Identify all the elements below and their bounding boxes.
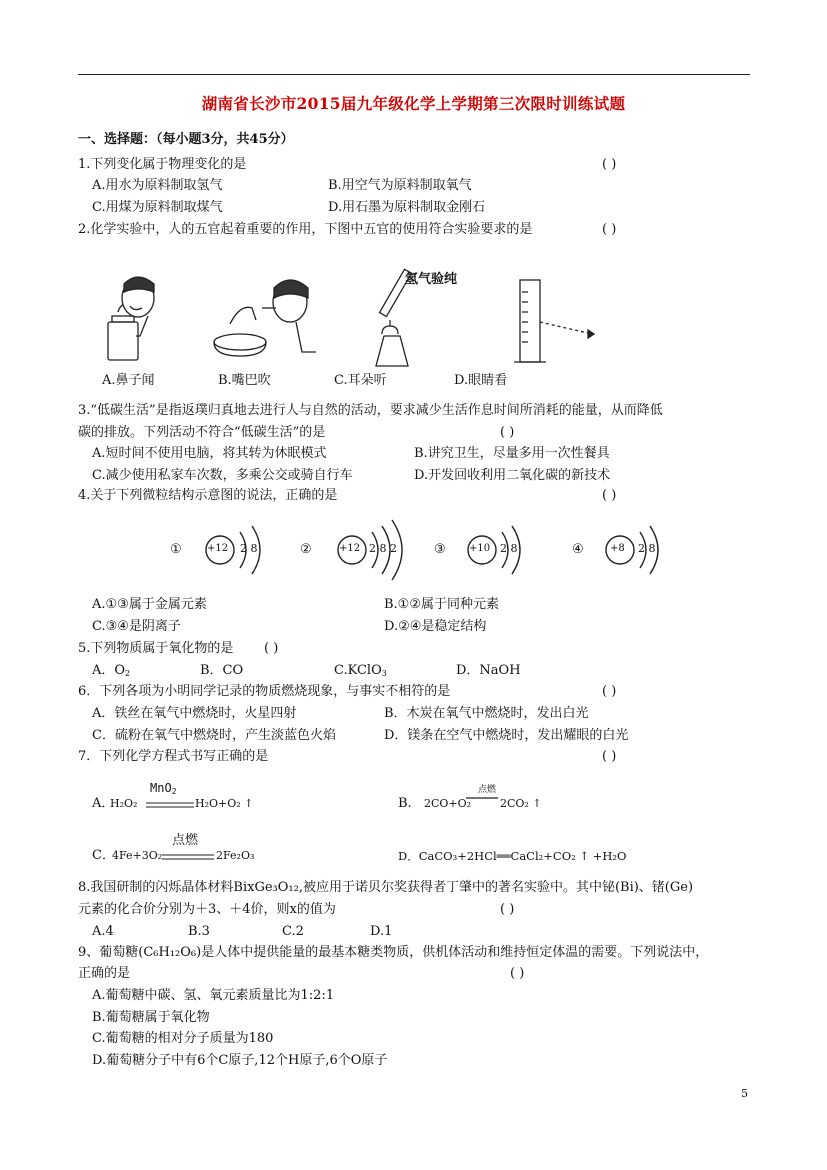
q6-stem: 6．下列各项为小明同学记录的物质燃烧现象，与事实不相符的是 [78,684,451,699]
q8-stem-line2: 元素的化合价分别为＋3、＋4价，则x的值为 [78,902,336,917]
q7-c-left: 4Fe+3O₂ [112,849,163,862]
q4-option-b: B.①②属于同种元素 [384,597,499,612]
q7-b-equals [466,797,500,801]
q1-answer-blank: ( ) [602,157,617,172]
q9-stem-line1: 9、葡萄糖(C₆H₁₂O₆)是人体中提供能量的最基本糖类物质，供机体活动和维持恒定体温的需要。下列说法中， [78,945,709,960]
atom-4-nucleus: +8 [610,543,625,554]
q5-option-d: D．NaOH [456,663,521,678]
q7-a-condition-sub: 2 [171,787,177,796]
q5-stem: 5.下列物质属于氧化物的是 [78,641,234,656]
q7-a-right: H₂O+O₂ ↑ [195,797,254,810]
atom-4-number: ④ [572,542,584,557]
atom-4-shells: 2 8 [638,542,656,555]
q7-b-left: 2CO+O₂ [424,797,472,810]
q7-c-right: 2Fe₂O₃ [216,849,255,862]
q4-answer-blank: ( ) [602,488,617,503]
graduated-cylinder-icon [514,280,594,362]
q5-option-a [92,663,130,682]
q2-stem: 2.化学实验中，人的五官起着重要的作用，下图中五官的使用符合实验要求的是 [78,222,533,237]
q2-option-a: A.鼻子闻 [102,373,155,388]
q2-option-d: D.眼睛看 [454,373,508,388]
q4-option-d: D.②④是稳定结构 [384,619,487,634]
q6-option-c: C．硫粉在氧气中燃烧时，产生淡蓝色火焰 [92,728,336,743]
q9-option-d: D.葡萄糖分子中有6个C原子,12个H原子,6个O原子 [92,1053,388,1068]
q7-a-label: A． [92,796,115,811]
atom-2-number: ② [300,542,312,557]
q8-option-b: B.3 [188,924,210,939]
q5-option-c-text: C.KClO [334,663,382,678]
q3-option-d: D.开发回收利用二氧化碳的新技术 [414,468,611,483]
q7-b-right: 2CO₂ ↑ [500,797,542,810]
q9-option-a: A.葡萄糖中碳、氢、氧元素质量比为1:2:1 [92,988,335,1003]
q7-b-condition: 点燃 [478,785,497,795]
q1-option-a: A.用水为原料制取氢气 [92,178,223,193]
atom-3-number: ③ [434,542,446,557]
q4-stem: 4.关于下列微粒结构示意图的说法，正确的是 [78,488,338,503]
smelling-person-icon [108,277,154,360]
q8-answer-blank: ( ) [500,902,515,917]
q2-option-b: B.嘴巴吹 [218,373,271,388]
q5-option-a-sub: 2 [125,669,131,678]
q5-option-a-text: A．O [92,663,126,678]
q7-c-condition: 点燃 [172,833,199,848]
q8-option-c: C.2 [282,924,304,939]
q9-stem-line2: 正确的是 [78,966,131,981]
q9-option-c: C.葡萄糖的相对分子质量为180 [92,1031,274,1046]
q3-option-b: B.讲究卫生，尽量多用一次性餐具 [414,446,610,461]
q4-option-c: C.③④是阴离子 [92,619,181,634]
q3-stem-line2: 碳的排放。下列活动不符合“低碳生活”的是 [78,425,326,440]
q7-option-d: D．CaCO₃+2HCl══CaCl₂+CO₂ ↑ +H₂O [398,849,627,863]
q8-stem-line1: 8.我国研制的闪烁晶体材料BixGe₃O₁₂,被应用于诺贝尔奖获得者丁肇中的著名实验中。其中铋(Bi)、锗(Ge) [78,880,694,895]
q5-answer-blank: ( ) [264,641,279,656]
q7-a-equals [146,802,196,808]
q7-c-label: C． [92,848,115,863]
q3-option-c: C.减少使用私家车次数，多乘公交或骑自行车 [92,468,353,483]
page-number: 5 [741,1087,748,1100]
q3-answer-blank: ( ) [500,425,515,440]
q2-answer-blank: ( ) [602,222,617,237]
q6-option-b: B．木炭在氧气中燃烧时，发出白光 [384,706,589,721]
q6-option-a: A．铁丝在氧气中燃烧时，火星四射 [92,706,297,721]
q4-atom-diagrams [160,510,680,590]
section-heading: 一、选择题：（每小题3分，共45分） [78,132,294,147]
q7-b-label: B. [398,796,412,811]
header-rule [78,74,750,75]
atom-1-nucleus: +12 [207,543,229,554]
q8-option-d: D.1 [370,924,393,939]
q2-figure [100,262,620,370]
atom-1-number: ① [170,542,182,557]
atom-3-shells: 2 8 [500,542,518,555]
q9-option-b: B.葡萄糖属于氧化物 [92,1010,210,1025]
q8-option-a: A.4 [92,924,114,939]
q1-stem: 1.下列变化属于物理变化的是 [78,157,247,172]
q1-option-b: B.用空气为原料制取氧气 [328,178,472,193]
page-title: 湖南省长沙市2015届九年级化学上学期第三次限时训练试题 [201,94,626,113]
q6-option-d: D．镁条在空气中燃烧时，发出耀眼的白光 [384,728,629,743]
q4-option-a: A.①③属于金属元素 [92,597,207,612]
q2-option-c: C.耳朵听 [334,373,387,388]
q7-a-left: H₂O₂ [110,797,138,810]
q9-answer-blank: ( ) [510,966,525,981]
q7-a-condition [150,780,177,800]
q5-option-c-sub: 3 [381,669,387,678]
q5-option-c [334,663,387,682]
q6-answer-blank: ( ) [602,684,617,699]
q1-option-d: D.用石墨为原料制取金刚石 [328,200,486,215]
atom-3-nucleus: +10 [469,543,491,554]
q7-stem: 7．下列化学方程式书写正确的是 [78,749,269,764]
atom-1-shells: 2 8 [240,542,258,555]
q2-figure-caption: 氢气验纯 [405,272,458,287]
q5-option-b: B．CO [200,663,244,678]
q3-stem-line1: 3.“低碳生活”是指返璞归真地去进行人与自然的活动，要求减少生活作息时间所消耗的能量，从而降低 [78,403,663,418]
atom-2-shells: 2 8 2 [369,542,397,555]
q7-c-equals [162,854,216,860]
q1-option-c: C.用煤为原料制取煤气 [92,200,223,215]
atom-2-nucleus: +12 [339,543,361,554]
blowing-person-icon [214,280,316,356]
q7-answer-blank: ( ) [602,749,617,764]
q3-option-a: A.短时间不使用电脑，将其转为休眠模式 [92,446,327,461]
q7-a-condition-text: MnO [150,781,172,795]
